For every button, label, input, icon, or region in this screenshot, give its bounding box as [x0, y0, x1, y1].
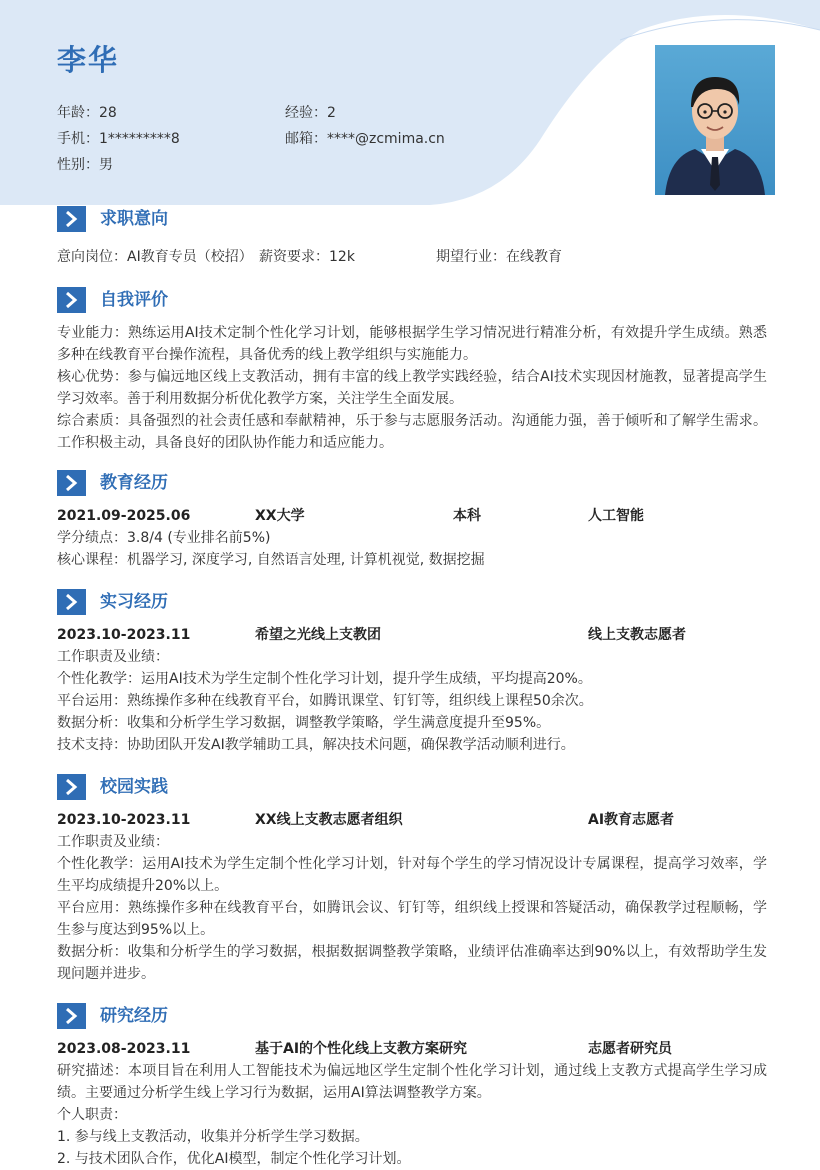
self-eval-paragraph: 核心优势：参与偏远地区线上支教活动，拥有丰富的线上教学实践经验，结合AI技术实现因材施教，显著提高学生学习效率。善于利用数据分析优化教学方案，关注学生全面发展。 — [57, 369, 767, 407]
chevron-right-icon — [57, 206, 86, 232]
education-detail: 学分绩点：3.8/4 (专业排名前5%) — [57, 530, 271, 546]
internship-org: 希望之光线上支教团 — [255, 627, 381, 643]
internship-role: 线上支教志愿者 — [588, 627, 686, 643]
education-section — [57, 470, 767, 571]
internship-line: 技术支持：协助团队开发AI教学辅助工具，解决技术问题，确保教学活动顺利进行。 — [57, 737, 575, 753]
chevron-right-icon — [57, 287, 86, 313]
phone-field: 手机：1*********8 — [57, 131, 180, 147]
chevron-right-icon — [57, 470, 86, 496]
section-title-self-evaluation: 自我评价 — [100, 290, 168, 310]
internship-section — [57, 589, 767, 756]
job-intent-section — [57, 206, 767, 268]
research-role: 志愿者研究员 — [588, 1041, 672, 1057]
research-period: 2023.08-2023.11 — [57, 1041, 191, 1057]
research-project: 基于AI的个性化线上支教方案研究 — [255, 1041, 468, 1057]
self-evaluation-section — [57, 287, 767, 454]
expected-industry: 期望行业：在线教育 — [436, 249, 562, 265]
research-line: 2. 与技术团队合作，优化AI模型，制定个性化学习计划。 — [57, 1151, 411, 1167]
chevron-right-icon — [57, 589, 86, 615]
section-title-campus: 校园实践 — [100, 777, 168, 797]
education-period: 2021.09-2025.06 — [57, 508, 191, 524]
internship-line: 平台运用：熟练操作多种在线教育平台，如腾讯课堂、钉钉等，组织线上课程50余次。 — [57, 693, 593, 709]
experience-field: 经验：2 — [285, 105, 336, 121]
salary-expectation: 薪资要求：12k — [259, 249, 355, 265]
internship-line: 工作职责及业绩： — [57, 649, 169, 665]
chevron-right-icon — [57, 1003, 86, 1029]
campus-practice-section — [57, 774, 767, 985]
campus-line: 工作职责及业绩： — [57, 834, 169, 850]
school-name: XX大学 — [255, 508, 305, 524]
intended-position: 意向岗位：AI教育专员（校招） — [57, 249, 253, 265]
age-field: 年龄：28 — [57, 105, 117, 121]
research-section — [57, 1003, 767, 1170]
candidate-name: 李华 — [57, 43, 120, 77]
campus-line: 数据分析：收集和分析学生的学习数据，根据数据调整教学策略，业绩评估准确率达到90%以上，有效帮助学生发现问题并进步。 — [57, 944, 767, 982]
chevron-right-icon — [57, 774, 86, 800]
research-line: 1. 参与线上支教活动，收集并分析学生学习数据。 — [57, 1129, 369, 1145]
internship-period: 2023.10-2023.11 — [57, 627, 191, 643]
research-line: 研究描述：本项目旨在利用人工智能技术为偏远地区学生定制个性化学习计划，通过线上支教方式提高学生学习成绩。主要通过分析学生线上学习行为数据，运用AI算法调整教学方案。 — [57, 1063, 767, 1101]
internship-line: 个性化教学：运用AI技术为学生定制个性化学习计划，提升学生成绩，平均提高20%。 — [57, 671, 592, 687]
campus-line: 平台应用：熟练操作多种在线教育平台，如腾讯会议、钉钉等，组织线上授课和答疑活动，确保教学过程顺畅，学生参与度达到95%以上。 — [57, 900, 767, 938]
section-title-job-intent: 求职意向 — [100, 209, 168, 229]
section-title-research: 研究经历 — [100, 1006, 168, 1026]
email-field: 邮箱：****@zcmima.cn — [285, 131, 445, 147]
self-eval-paragraph: 综合素质：具备强烈的社会责任感和奉献精神，乐于参与志愿服务活动。沟通能力强，善于倾听和了解学生需求。工作积极主动，具备良好的团队协作能力和适应能力。 — [57, 413, 767, 451]
campus-role: AI教育志愿者 — [588, 812, 675, 828]
section-title-education: 教育经历 — [100, 473, 168, 493]
profile-photo — [655, 45, 775, 195]
self-eval-paragraph: 专业能力：熟练运用AI技术定制个性化学习计划，能够根据学生学习情况进行精准分析，有效提升学生成绩。熟悉多种在线教育平台操作流程，具备优秀的线上教学组织与实施能力。 — [57, 325, 767, 363]
campus-org: XX线上支教志愿者组织 — [255, 812, 403, 828]
internship-line: 数据分析：收集和分析学生学习数据，调整教学策略，学生满意度提升至95%。 — [57, 715, 551, 731]
campus-period: 2023.10-2023.11 — [57, 812, 191, 828]
gender-field: 性别：男 — [57, 157, 113, 173]
degree: 本科 — [453, 508, 481, 524]
research-line: 个人职责： — [57, 1107, 127, 1123]
education-detail: 核心课程：机器学习, 深度学习, 自然语言处理, 计算机视觉, 数据挖掘 — [57, 552, 485, 568]
section-title-internship: 实习经历 — [100, 592, 168, 612]
campus-line: 个性化教学：运用AI技术为学生定制个性化学习计划，针对每个学生的学习情况设计专属课程，提高学习效率，学生平均成绩提升20%以上。 — [57, 856, 767, 894]
major: 人工智能 — [588, 508, 644, 524]
